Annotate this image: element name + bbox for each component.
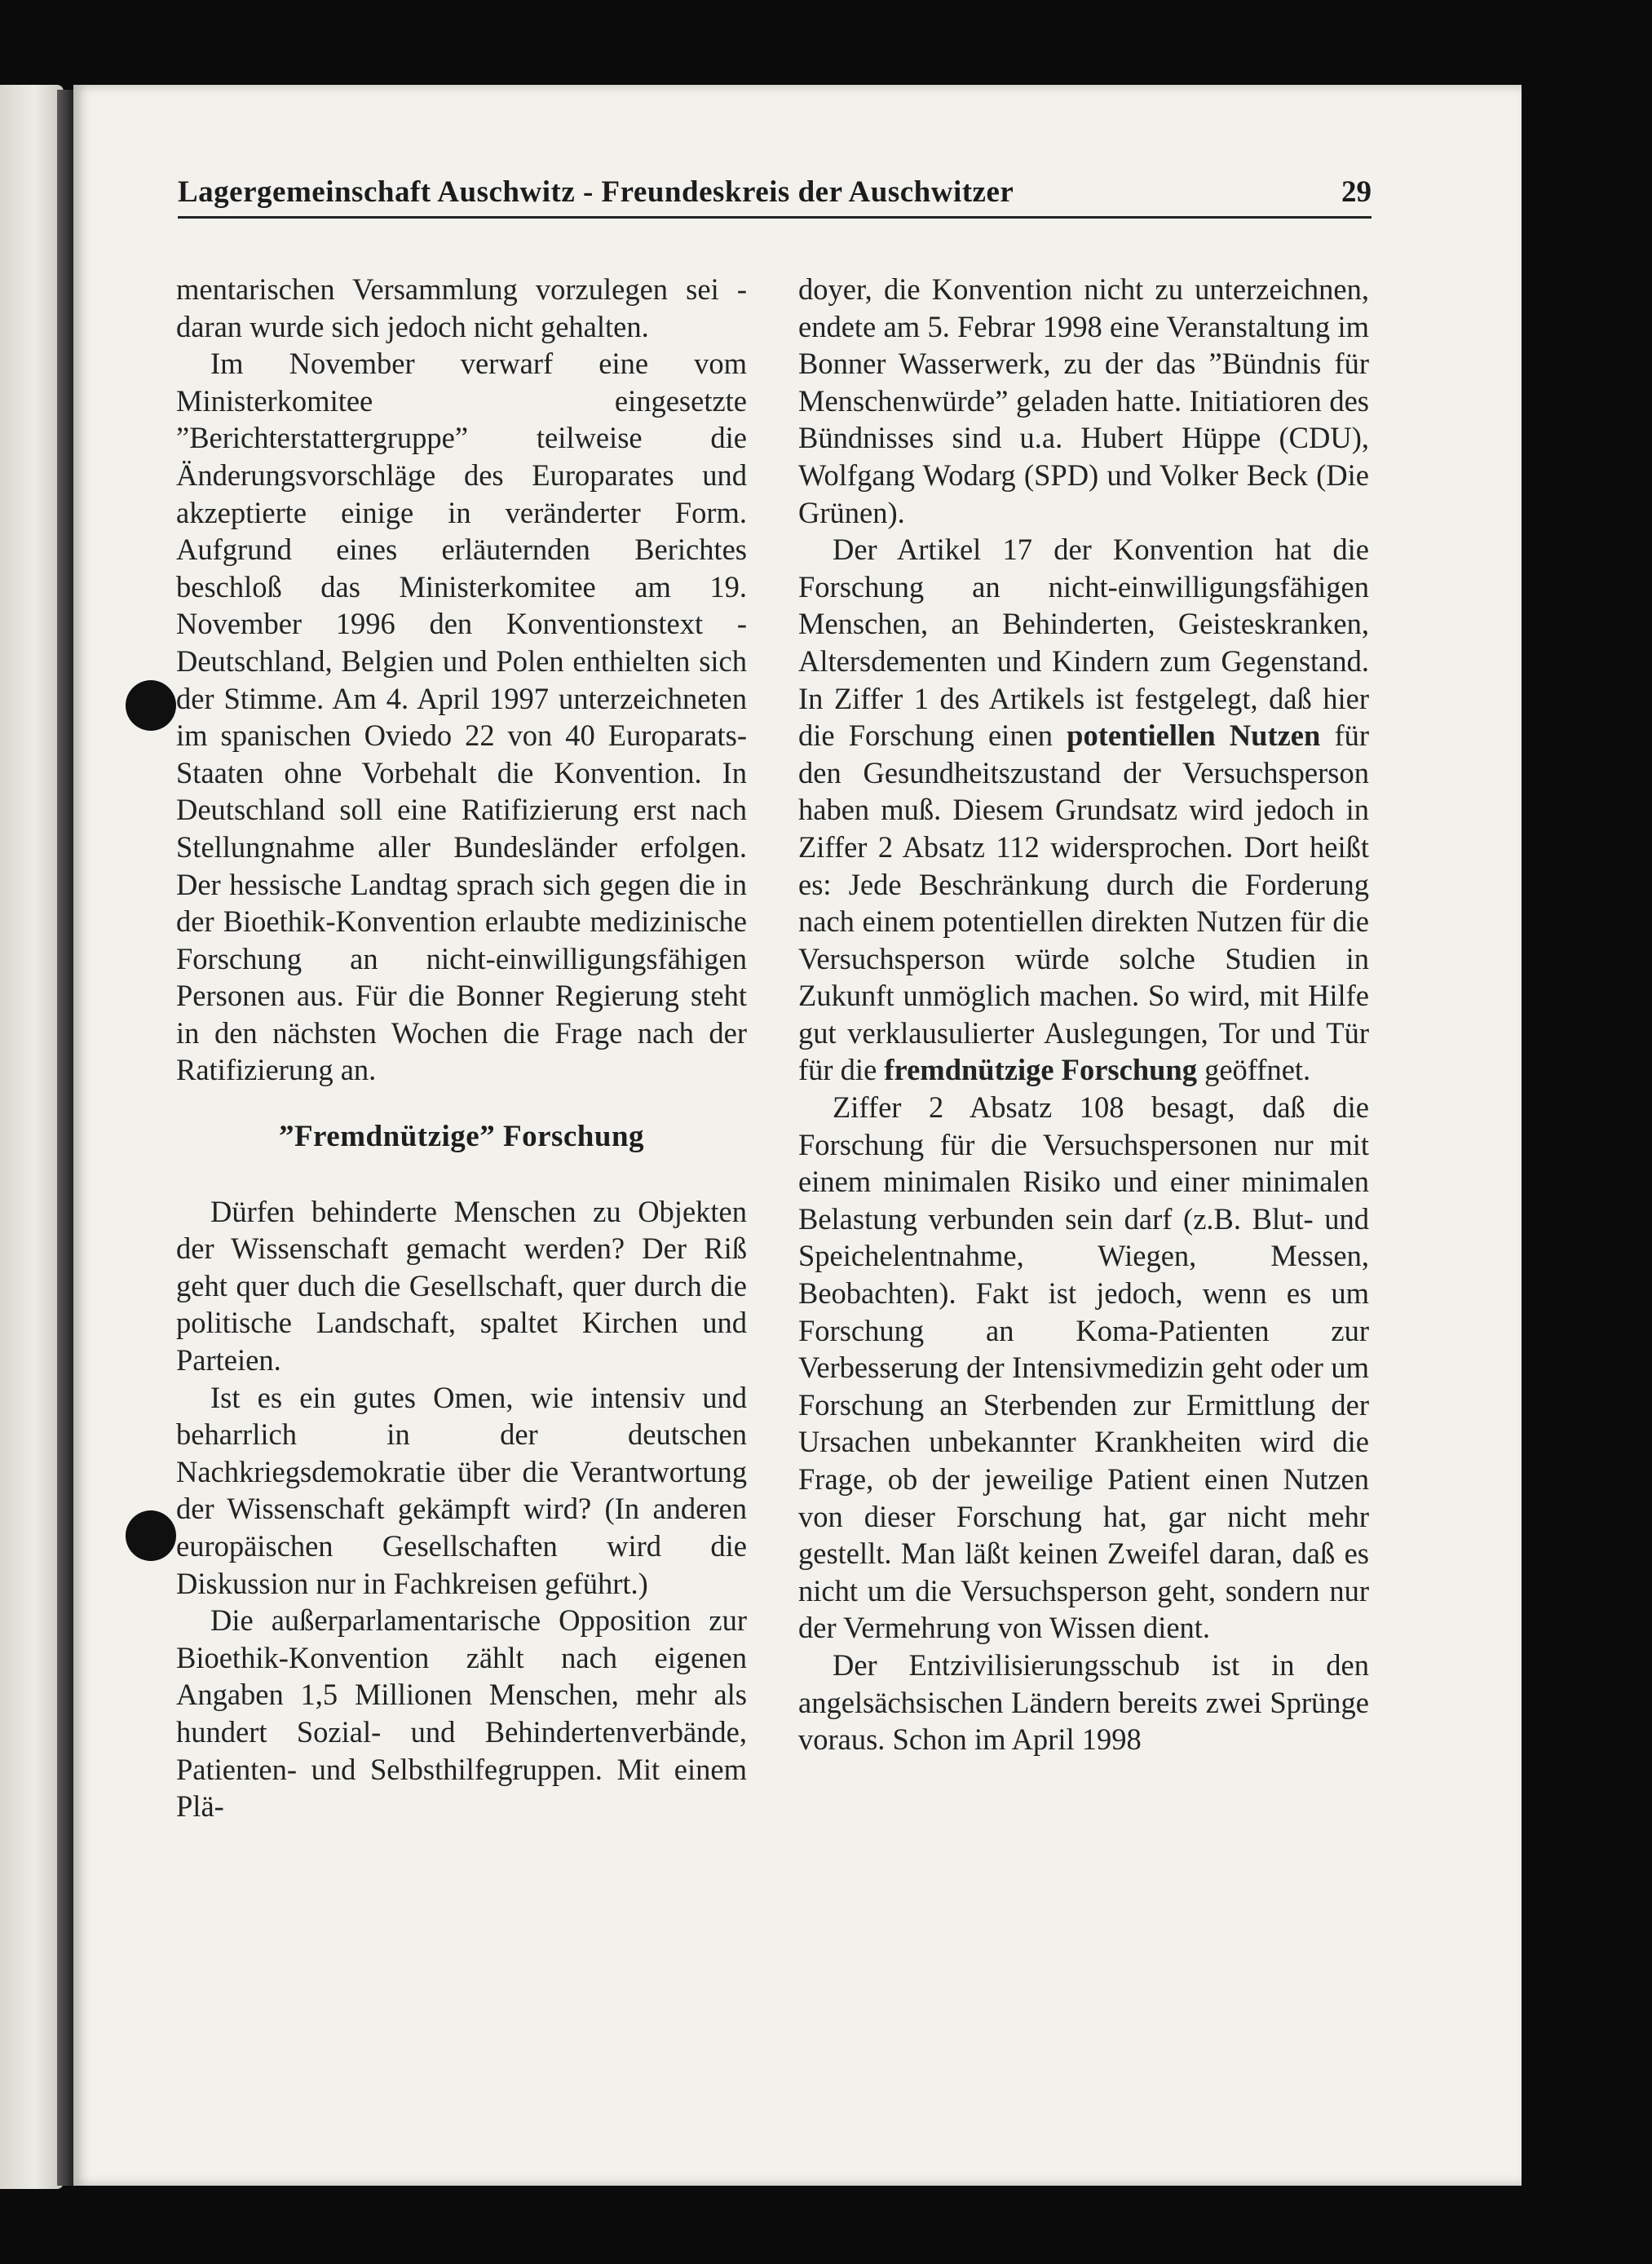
bold-term: fremdnützige Forschung	[884, 1053, 1197, 1087]
paragraph: Die außerparlamentarische Opposition zur Bioethik-Konvention zählt nach eigenen Angaben 1,5 Millionen Menschen, mehr als hundert Sozial- und Behindertenverbände, Patienten- und Selbsthilfegruppen. Mit einem Plä-	[176, 1603, 747, 1824]
punch-hole	[126, 680, 176, 731]
text-run: geöffnet.	[1204, 1053, 1311, 1087]
paragraph: Ist es ein gutes Omen, wie intensiv und beharrlich in der deutschen Nachkriegsdemokratie über die Verantwortung der Wissenschaft gekämpft wird? (In anderen europäischen Gesellschaften wird die Diskussion nur in Fachkreisen geführt.)	[176, 1380, 747, 1600]
header-title: Lagergemeinschaft Auschwitz - Freundeskreis der Auschwitzer	[178, 175, 1014, 209]
paragraph: Dürfen behinderte Menschen zu Objekten der Wissenschaft gemacht werden? Der Riß geht quer duch die Gesellschaft, quer durch die politische Landschaft, spaltet Kirchen und Parteien.	[176, 1194, 747, 1377]
text-run: für den Gesundheitszustand der Versuchsperson haben muß. Diesem Grundsatz wird jedoch in Ziffer 2 Absatz 112 widersprochen. Dort heißt es: Jede Beschränkung durch die Forderung nach einem potentiellen direkten Nutzen für die Versuchsperson würde solche Studien in Zukunft unmöglich machen. So wird, mit Hilfe gut verklausulierter Auslegungen, Tor und Tür für die	[798, 719, 1370, 1087]
paragraph: Ziffer 2 Absatz 108 besagt, daß die Forschung für die Versuchspersonen nur mit einem minimalen Risiko und einer minimalen Belastung verbunden sein darf (z.B. Blut- und Speichelentnahme, Wiegen, Messen, Beobachten). Fakt ist jedoch, wenn es um Forschung an Koma-Patienten zur Verbesserung der Intensivmedizin geht oder um Forschung an Sterbenden zur Ermittlung der Ursachen unbekannter Krankheiten wird die Frage, ob der jeweilige Patient einen Nutzen von dieser Forschung hat, gar nicht mehr gestellt. Man läßt keinen Zweifel daran, daß es nicht um die Versuchsperson geht, sondern nur der Vermehrung von Wissen dient.	[798, 1090, 1369, 1645]
bold-term: potentiellen Nutzen	[1067, 719, 1321, 753]
paragraph: Der Entzivilisierungsschub ist in den angelsächsischen Ländern bereits zwei Sprünge voraus. Schon im April 1998	[798, 1647, 1369, 1757]
previous-page-edge	[0, 85, 64, 2189]
left-column	[176, 271, 747, 1825]
paragraph	[798, 531, 1369, 1089]
punch-hole	[126, 1510, 176, 1561]
right-column	[798, 271, 1369, 1758]
running-header	[178, 168, 1372, 219]
document-page	[73, 85, 1522, 2186]
text-run: Der Artikel 17 der Konvention hat die Forschung an nicht-einwilligungsfähigen Menschen, an Behinderten, Geisteskranken, Altersdementen und Kindern zum Gegenstand. In Ziffer 1 des Artikels ist festgelegt, daß hier die Forschung einen	[798, 533, 1369, 753]
paragraph: Im November verwarf eine vom Ministerkomitee eingesetzte ”Berichterstattergruppe” teilweise die Änderungsvorschläge des Europarates und akzeptierte einige in veränderter Form. Aufgrund eines erläuternden Berichtes beschloß das Ministerkomitee am 19. November 1996 den Konventionstext - Deutschland, Belgien und Polen enthielten sich der Stimme. Am 4. April 1997 unterzeichneten im spanischen Oviedo 22 von 40 Europarats-Staaten ohne Vorbehalt die Konvention. In Deutschland soll eine Ratifizierung erst nach Stellungnahme aller Bundesländer erfolgen. Der hessische Landtag sprach sich gegen die in der Bioethik-Konvention erlaubte medizinische Forschung an nicht-einwilligungsfähigen Personen aus. Für die Bonner Regierung steht in den nächsten Wochen die Frage nach der Ratifizierung an.	[176, 347, 747, 1087]
paragraph: mentarischen Versammlung vorzulegen sei - daran wurde sich jedoch nicht gehalten.	[176, 272, 747, 343]
paragraph: doyer, die Konvention nicht zu unterzeichnen, endete am 5. Febrar 1998 eine Veranstaltung im Bonner Wasserwerk, zu der das ”Bündnis für Menschenwürde” geladen hatte. Initiatioren des Bündnisses sind u.a. Hubert Hüppe (CDU), Wolfgang Wodarg (SPD) und Volker Beck (Die Grünen).	[798, 272, 1369, 529]
page-number: 29	[1341, 175, 1372, 209]
section-heading: ”Fremdnützige” Forschung	[278, 1120, 645, 1154]
